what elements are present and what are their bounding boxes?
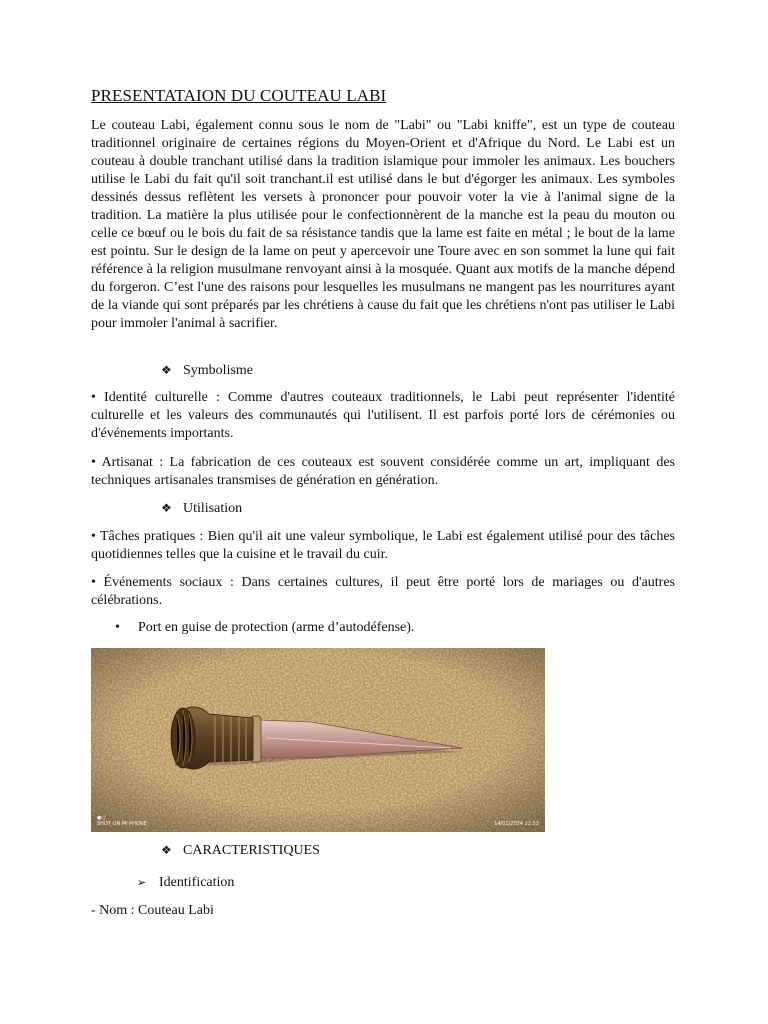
diamond-bullet-icon: ❖ (161, 843, 172, 857)
section-heading-symbolisme (161, 361, 253, 380)
dot-bullet-icon: • (115, 620, 120, 635)
diamond-bullet-icon: ❖ (161, 501, 172, 515)
sub-heading-identification (137, 874, 234, 892)
diamond-bullet-icon: ❖ (161, 363, 172, 377)
section-heading-label: Symbolisme (183, 363, 254, 378)
utilisation-paragraph-1: • Tâches pratiques : Bien qu'il ait une valeur symbolique, le Labi est également utilisé pour des tâches quotidiennes telles que la cuisine et le travail du cuir. (91, 529, 675, 562)
knife-photo (91, 648, 545, 832)
list-item-protection (115, 619, 414, 637)
symbolisme-paragraph-1: • Identité culturelle : Comme d'autres couteaux traditionnels, le Labi peut représenter l'identité culturelle et les valeurs des communautés qui l'utilisent. Il est parfois porté lors de cérémonies ou d'événements importants. (91, 390, 675, 441)
section-heading-label: CARACTERISTIQUES (183, 843, 320, 858)
photo-timestamp: 14/01/2024 22:53 (494, 821, 539, 827)
arrow-bullet-icon: ➢ (137, 877, 147, 889)
photo-watermark: ●○ SHOT ON MI PHONE (97, 815, 147, 827)
list-item-label: Port en guise de protection (arme d’autodéfense). (138, 620, 415, 635)
section-heading-caracteristiques (161, 841, 320, 860)
utilisation-paragraph-2: • Événements sociaux : Dans certaines cultures, il peut être porté lors de mariages ou d'autres célébrations. (91, 575, 675, 608)
section-heading-utilisation (161, 499, 242, 518)
symbolisme-paragraph-2: • Artisanat : La fabrication de ces couteaux est souvent considérée comme un art, impliquant des techniques artisanales transmises de génération en génération. (91, 455, 675, 488)
field-nom: - Nom : Couteau Labi (91, 903, 214, 918)
section-heading-label: Utilisation (183, 501, 243, 516)
intro-paragraph: Le couteau Labi, également connu sous le nom de "Labi" ou "Labi kniffe", est un type de couteau traditionnel originaire de certaines régions du Moyen-Orient et d'Afrique du Nord. Le Labi est un couteau à double tranchant utilisé dans la tradition islamique pour immoler les animaux. Les bouchers utilise le Labi du fait qu'il soit tranchant.il est utilisé dans le but d'égorger les animaux. Les symboles dessinés dessus reflètent les versets à prononcer pour pouvoir voter la vie à l'animal signe de la tradition. La matière la plus utilisée pour le confectionnèrent de la manche est la peau du mouton ou celle ce bœuf ou le bois du fait de sa résistance tandis que la lame est faite en métal ; le bout de la lame est pointu. Sur le design de la lame on peut y apercevoir une Toure avec en son sommet la lune qui fait référence à la religion musulmane renvoyant ainsi à la mosquée. Quant aux motifs de la manche dépend du forgeron. C’est l'une des raisons pour lesquelles les musulmans ne mangent pas les nourritures ayant de la viande qui sont préparés par les chrétiens à cause du fait que les chrétiens n'ont pas utiliser le Labi pour immoler l'animal à sacrifier. (91, 118, 675, 331)
sub-heading-label: Identification (159, 875, 235, 890)
knife-image (91, 648, 545, 832)
document-title: PRESENTATAION DU COUTEAU LABI (91, 86, 387, 105)
